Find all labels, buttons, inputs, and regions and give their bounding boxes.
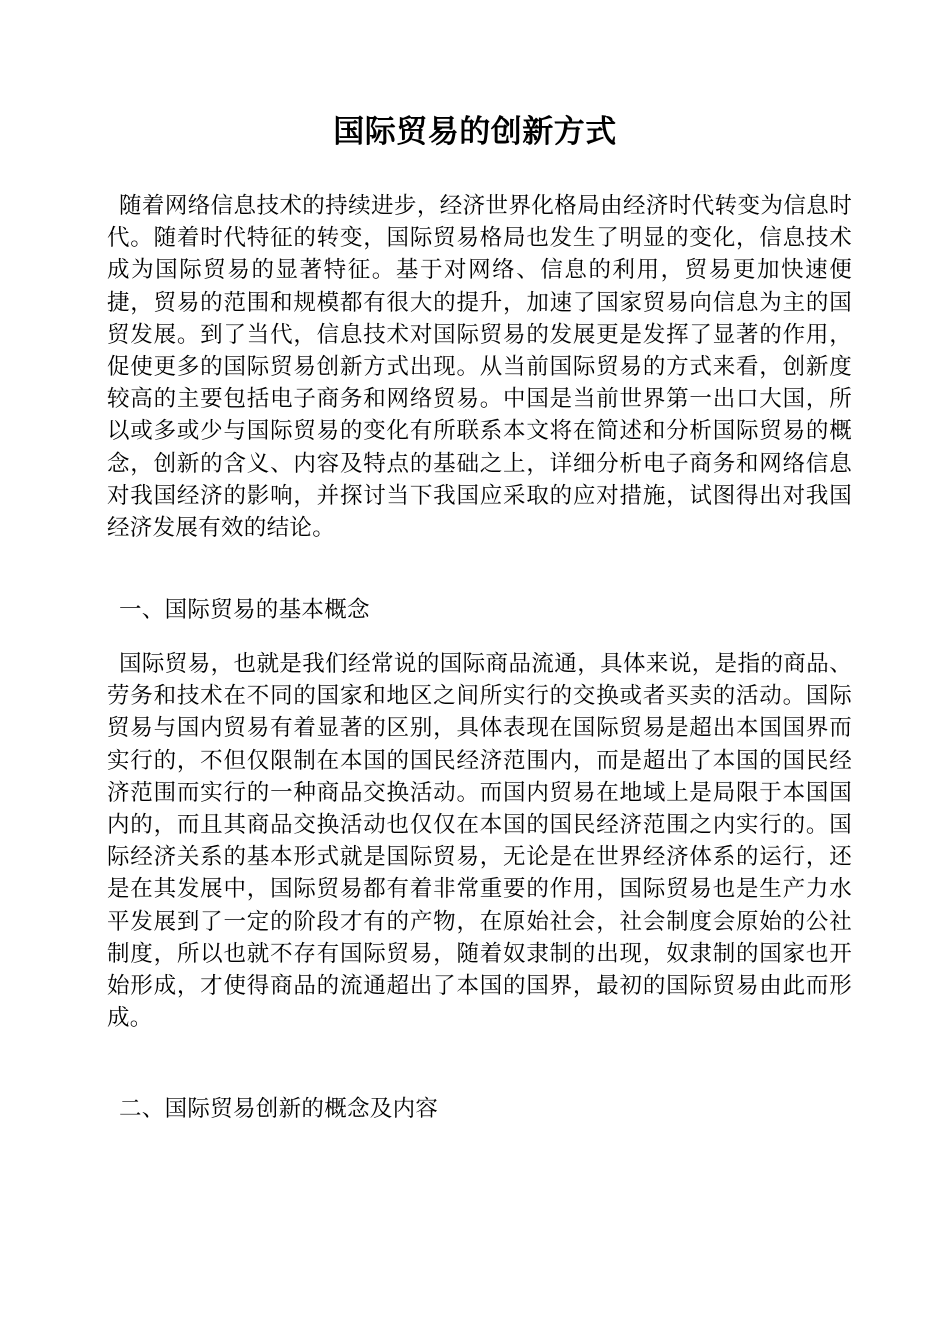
section-1-paragraph: 国际贸易，也就是我们经常说的国际商品流通，具体来说，是指的商品、劳务和技术在不同的国家和地区之间所实行的交换或者买卖的活动。国际贸易与国内贸易有着显著的区别，具体表现在国际贸易是超出本国国界而实行的，不但仅限制在本国的国民经济范围内，而是超出了本国的国民经济范围而实行的一种商品交换活动。而国内贸易在地域上是局限于本国国内的，而且其商品交换活动也仅仅在本国的国民经济范围之内实行的。国际经济关系的基本形式就是国际贸易，无论是在世界经济体系的运行，还是在其发展中，国际贸易都有着非常重要的作用，国际贸易也是生产力水平发展到了一定的阶段才有的产物，在原始社会，社会制度会原始的公社制度，所以也就不存有国际贸易，随着奴隶制的出现，奴隶制的国家也开始形成，才使得商品的流通超出了本国的国界，最初的国际贸易由此而形成。 <box>107 651 852 1032</box>
section-heading-1: 一、国际贸易的基本概念 <box>119 597 370 623</box>
intro-paragraph: 随着网络信息技术的持续进步，经济世界化格局由经济时代转变为信息时代。随着时代特征的转变，国际贸易格局也发生了明显的变化，信息技术成为国际贸易的显著特征。基于对网络、信息的利用，贸易更加快速便捷，贸易的范围和规模都有很大的提升，加速了国家贸易向信息为主的国贸发展。到了当代，信息技术对国际贸易的发展更是发挥了显著的作用，促使更多的国际贸易创新方式出现。从当前国际贸易的方式来看，创新度较高的主要包括电子商务和网络贸易。中国是当前世界第一出口大国，所以或多或少与国际贸易的变化有所联系本文将在简述和分析国际贸易的概念，创新的含义、内容及特点的基础之上，详细分析电子商务和网络信息对我国经济的影响，并探讨当下我国应采取的应对措施，试图得出对我国经济发展有效的结论。 <box>107 193 852 542</box>
document-title: 国际贸易的创新方式 <box>333 114 617 150</box>
section-heading-2: 二、国际贸易创新的概念及内容 <box>119 1096 439 1122</box>
